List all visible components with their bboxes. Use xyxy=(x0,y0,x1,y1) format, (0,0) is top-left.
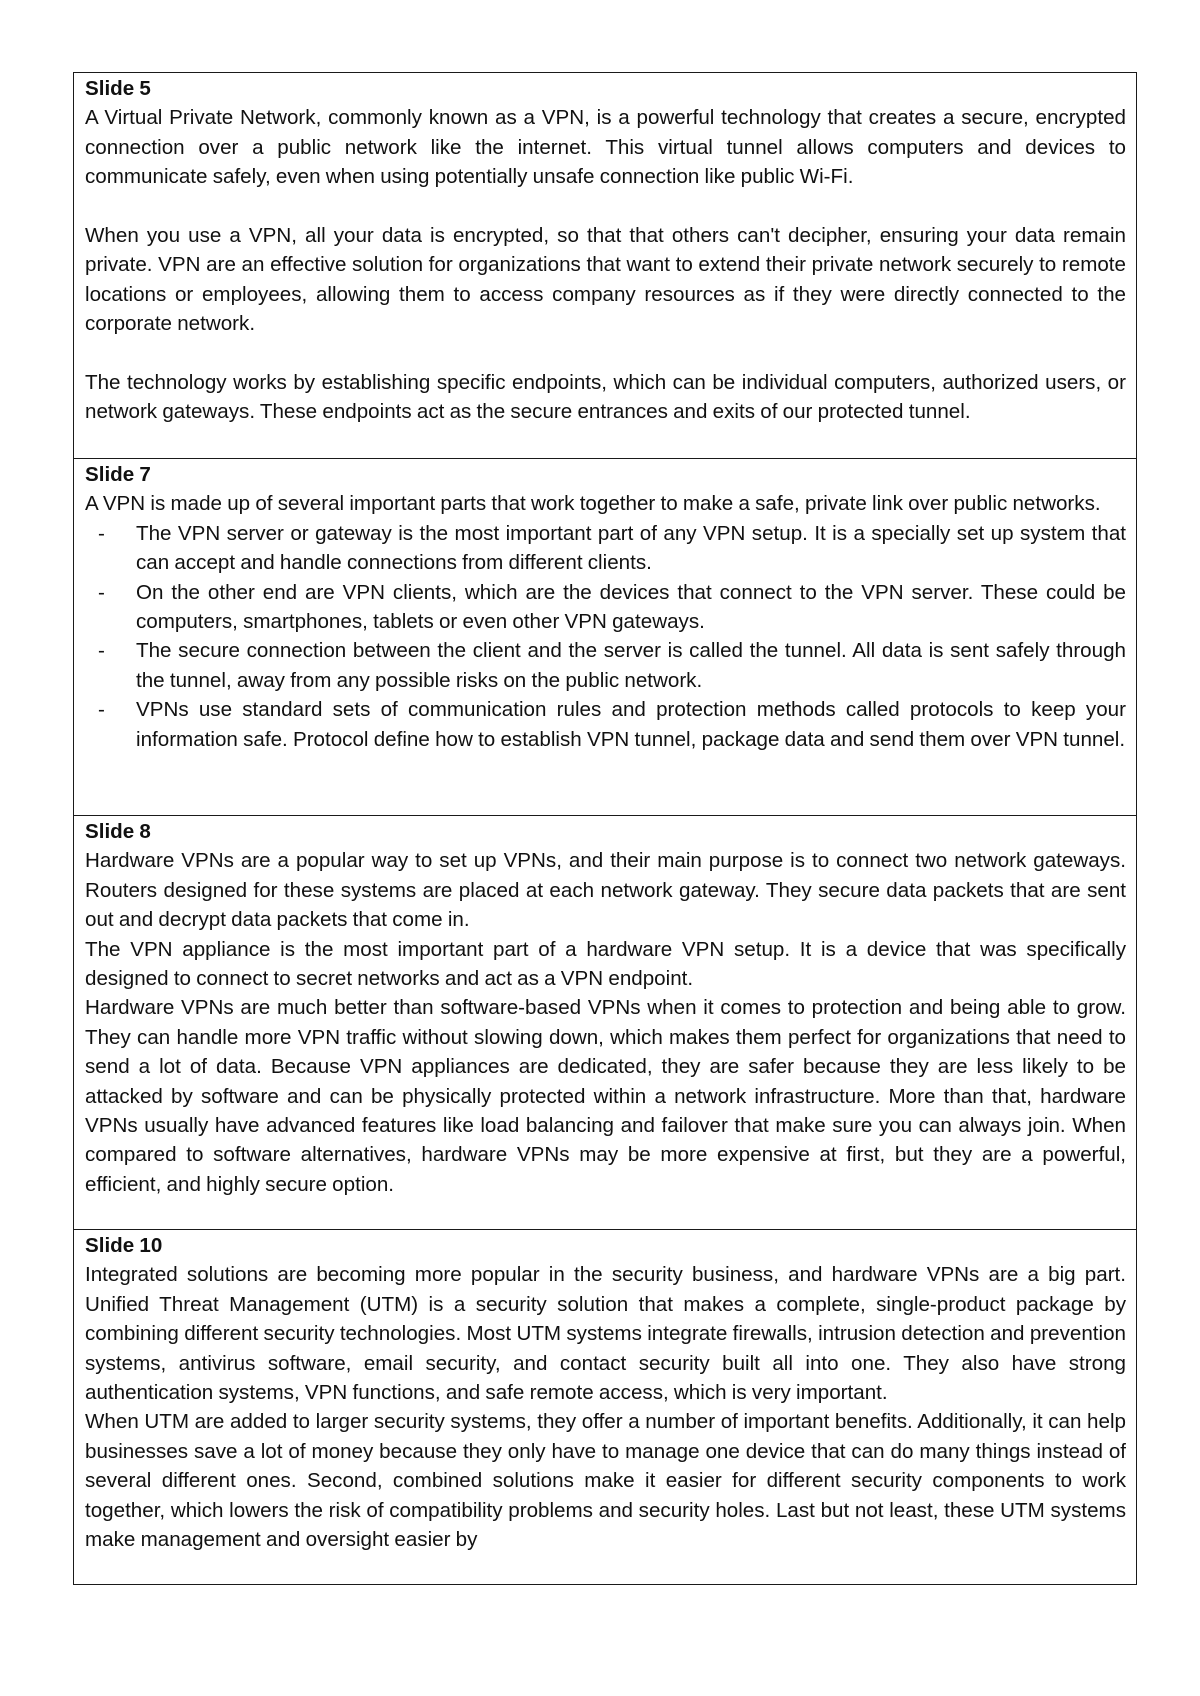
dash-marker: - xyxy=(98,698,105,722)
bullet-text: VPNs use standard sets of communication rules and protection methods called protocols to keep your information safe. Protocol define how to establish VPN tunnel, package data and send them over VPN tunnel. xyxy=(136,698,1126,751)
slide-paragraph: The VPN appliance is the most important part of a hardware VPN setup. It is a device that was specifically designed to connect to secret networks and act as a VPN endpoint. xyxy=(85,937,1126,991)
slide-notes-table xyxy=(73,72,1137,1585)
slide-cell-7 xyxy=(74,459,1137,816)
slide-cell-5 xyxy=(74,73,1137,459)
slide-title: Slide 5 xyxy=(85,77,151,100)
slide-paragraph: When you use a VPN, all your data is encrypted, so that that others can't decipher, ensuring your data remain private. VPN are an effective solution for organizations that want to extend their private network securely to remote locations or employees, allowing them to access company resources as if they were directly connected to the corporate network. xyxy=(85,224,1126,336)
bullet-text: On the other end are VPN clients, which are the devices that connect to the VPN server. These could be computers, smartphones, tablets or even other VPN gateways. xyxy=(136,580,1126,634)
slide-row-5 xyxy=(74,73,1137,459)
dash-marker: - xyxy=(98,521,105,545)
bullet-text: The secure connection between the client and the server is called the tunnel. All data is sent safely through the tunnel, away from any possible risks on the public network. xyxy=(136,639,1126,692)
paragraph-gap xyxy=(85,339,1126,368)
slide-paragraph: Integrated solutions are becoming more popular in the security business, and hardware VPNs are a big part. Unified Threat Management (UTM) is a security solution that makes a complete, single-product package by combining different security technologies. Most UTM systems integrate firewalls, intrusion detection and prevention systems, antivirus software, email security, and contact security built all into one. They also have strong authentication systems, VPN functions, and safe remote access, which is very important. xyxy=(85,1263,1126,1405)
bullet-list xyxy=(85,519,1126,754)
bullet-item xyxy=(98,695,1126,754)
dash-marker: - xyxy=(98,639,105,663)
slide-row-7 xyxy=(74,459,1137,816)
slide-paragraph: The technology works by establishing specific endpoints, which can be individual computers, authorized users, or network gateways. These endpoints act as the secure entrances and exits of our protected tunnel. xyxy=(85,371,1126,424)
slide-cell-10 xyxy=(74,1230,1137,1585)
slide-title: Slide 7 xyxy=(85,463,151,486)
slide-title: Slide 8 xyxy=(85,820,151,843)
paragraph-gap xyxy=(85,192,1126,221)
bullet-item xyxy=(98,636,1126,695)
slide-paragraph: Hardware VPNs are a popular way to set up VPNs, and their main purpose is to connect two network gateways. Routers designed for these systems are placed at each network gateway. They secure data packets that are sent out and decrypt data packets that come in. xyxy=(85,849,1126,932)
dash-marker: - xyxy=(98,580,105,604)
slide-row-8 xyxy=(74,816,1137,1230)
slide-row-10 xyxy=(74,1230,1137,1585)
bullet-text: The VPN server or gateway is the most important part of any VPN setup. It is a specially set up system that can accept and handle connections from different clients. xyxy=(136,521,1126,575)
slide-cell-8 xyxy=(74,816,1137,1230)
slide-title: Slide 10 xyxy=(85,1234,163,1257)
slide-paragraph: Hardware VPNs are much better than software-based VPNs when it comes to protection and being able to grow. They can handle more VPN traffic without slowing down, which makes them perfect for organizations that need to send a lot of data. Because VPN appliances are dedicated, they are safer because they are less likely to be attacked by software and can be physically protected within a network infrastructure. More than that, hardware VPNs usually have advanced features like load balancing and failover that make sure you can always join. When compared to software alternatives, hardware VPNs may be more expensive at first, but they are a powerful, efficient, and highly secure option. xyxy=(85,996,1126,1196)
bullet-item xyxy=(98,519,1126,578)
bullet-item xyxy=(98,578,1126,637)
slide-paragraph: When UTM are added to larger security systems, they offer a number of important benefits. Additionally, it can help businesses save a lot of money because they only have to manage one device that can do many things instead of several different ones. Second, combined solutions make it easier for different security components to work together, which lowers the risk of compatibility problems and security holes. Last but not least, these UTM systems make management and oversight easier by xyxy=(85,1410,1126,1552)
slide-paragraph: A Virtual Private Network, commonly known as a VPN, is a powerful technology that creates a secure, encrypted connection over a public network like the internet. This virtual tunnel allows computers and devices to communicate safely, even when using potentially unsafe connection like public Wi-Fi. xyxy=(85,106,1126,189)
slide-intro: A VPN is made up of several important parts that work together to make a safe, private link over public networks. xyxy=(85,492,1101,516)
